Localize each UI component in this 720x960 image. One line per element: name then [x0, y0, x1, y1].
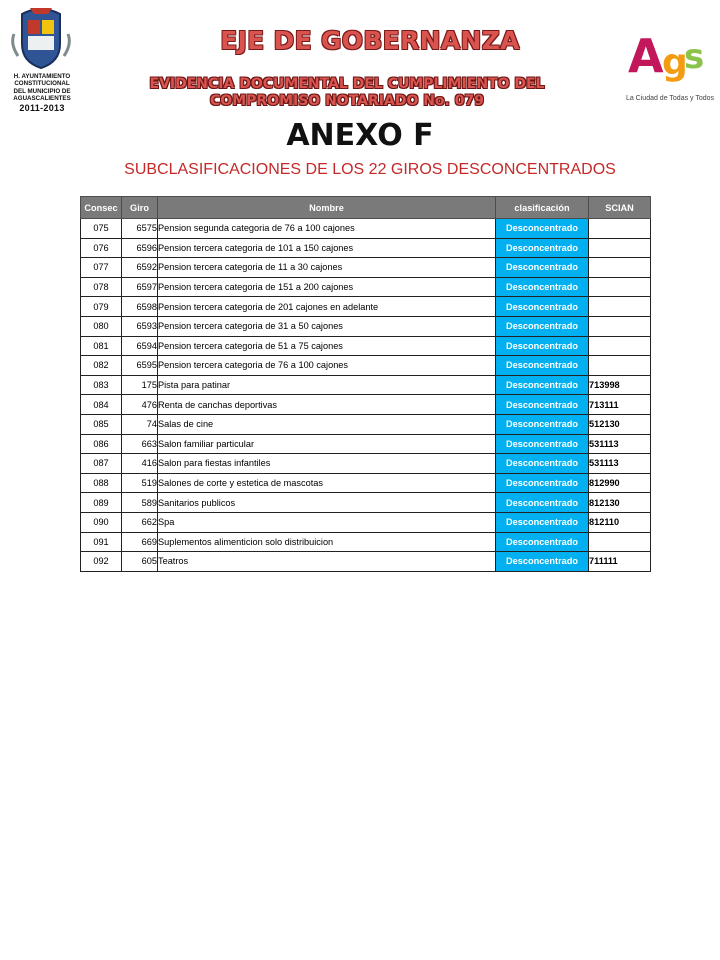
- cell-nombre: Salon familiar particular: [158, 434, 496, 454]
- cell-giro: 175: [122, 375, 158, 395]
- cell-giro: 6596: [122, 238, 158, 258]
- table-row: [81, 297, 651, 317]
- caption-line: CONSTITUCIONAL: [14, 80, 70, 88]
- cell-clasificacion: Desconcentrado: [496, 512, 589, 532]
- cell-clasificacion: Desconcentrado: [496, 238, 589, 258]
- cell-giro: 6594: [122, 336, 158, 356]
- subtitle: SUBCLASIFICACIONES DE LOS 22 GIROS DESCONCENTRADOS: [124, 161, 616, 178]
- cell-scian: [589, 238, 651, 258]
- cell-nombre: Suplementos alimenticion solo distribuicion: [158, 532, 496, 552]
- cell-clasificacion: Desconcentrado: [496, 277, 589, 297]
- col-header-consec: Consec: [81, 197, 122, 219]
- evidence-line-1: EVIDENCIA DOCUMENTAL DEL CUMPLIMIENTO DEL: [149, 76, 545, 92]
- cell-consec: 084: [81, 395, 122, 415]
- cell-giro: 6592: [122, 258, 158, 278]
- cell-consec: 088: [81, 473, 122, 493]
- table-row: [81, 493, 651, 513]
- cell-giro: 416: [122, 454, 158, 474]
- cell-giro: 476: [122, 395, 158, 415]
- cell-nombre: Renta de canchas deportivas: [158, 395, 496, 415]
- col-header-scian: SCIAN: [589, 197, 651, 219]
- cell-nombre: Pension segunda categoria de 76 a 100 cajones: [158, 219, 496, 239]
- table-row: [81, 316, 651, 336]
- caption-years: 2011-2013: [19, 102, 65, 113]
- table-row: [81, 395, 651, 415]
- cell-clasificacion: Desconcentrado: [496, 552, 589, 572]
- cell-nombre: Salas de cine: [158, 414, 496, 434]
- cell-scian: [589, 336, 651, 356]
- cell-consec: 075: [81, 219, 122, 239]
- brand-tagline: La Ciudad de Todas y Todos: [625, 95, 715, 102]
- municipal-coat-of-arms-logo: [8, 4, 74, 70]
- cell-nombre: Pension tercera categoria de 101 a 150 cajones: [158, 238, 496, 258]
- col-header-nombre: Nombre: [158, 197, 496, 219]
- cell-consec: 092: [81, 552, 122, 572]
- cell-scian: 713111: [589, 395, 651, 415]
- cell-giro: 663: [122, 434, 158, 454]
- cell-consec: 085: [81, 414, 122, 434]
- cell-nombre: Spa: [158, 512, 496, 532]
- cell-nombre: Pension tercera categoria de 11 a 30 cajones: [158, 258, 496, 278]
- cell-nombre: Pension tercera categoria de 51 a 75 cajones: [158, 336, 496, 356]
- cell-consec: 089: [81, 493, 122, 513]
- table-row: [81, 219, 651, 239]
- cell-consec: 091: [81, 532, 122, 552]
- cell-consec: 076: [81, 238, 122, 258]
- cell-giro: 6595: [122, 356, 158, 376]
- cell-nombre: Pension tercera categoria de 31 a 50 cajones: [158, 316, 496, 336]
- cell-nombre: Teatros: [158, 552, 496, 572]
- cell-nombre: Pension tercera categoria de 151 a 200 cajones: [158, 277, 496, 297]
- cell-scian: [589, 219, 651, 239]
- svg-text:s: s: [684, 37, 705, 77]
- cell-scian: [589, 316, 651, 336]
- cell-clasificacion: Desconcentrado: [496, 258, 589, 278]
- cell-nombre: Pension tercera categoria de 201 cajones en adelante: [158, 297, 496, 317]
- cell-scian: 531113: [589, 454, 651, 474]
- cell-consec: 081: [81, 336, 122, 356]
- cell-clasificacion: Desconcentrado: [496, 473, 589, 493]
- caption-line: DEL MUNICIPIO DE: [13, 87, 71, 95]
- cell-consec: 087: [81, 454, 122, 474]
- table-row: [81, 356, 651, 376]
- cell-consec: 080: [81, 316, 122, 336]
- cell-scian: 812130: [589, 493, 651, 513]
- cell-nombre: Salon para fiestas infantiles: [158, 454, 496, 474]
- table-row: [81, 454, 651, 474]
- cell-consec: 083: [81, 375, 122, 395]
- cell-scian: [589, 532, 651, 552]
- table-header-row: [81, 197, 651, 219]
- cell-giro: 6593: [122, 316, 158, 336]
- table-row: [81, 434, 651, 454]
- table-row: [81, 336, 651, 356]
- cell-scian: [589, 277, 651, 297]
- evidence-line-2: COMPROMISO NOTARIADO No. 079: [210, 93, 484, 109]
- cell-giro: 519: [122, 473, 158, 493]
- cell-giro: 74: [122, 414, 158, 434]
- cell-clasificacion: Desconcentrado: [496, 219, 589, 239]
- cell-scian: 713998: [589, 375, 651, 395]
- cell-clasificacion: Desconcentrado: [496, 356, 589, 376]
- table-row: [81, 414, 651, 434]
- cell-consec: 079: [81, 297, 122, 317]
- evidence-heading: [118, 76, 576, 110]
- col-header-giro: Giro: [122, 197, 158, 219]
- cell-clasificacion: Desconcentrado: [496, 493, 589, 513]
- cell-scian: 812990: [589, 473, 651, 493]
- annex-heading: ANEXO F: [286, 118, 434, 153]
- ags-brand-logo: [628, 22, 708, 88]
- caption-line: H. AYUNTAMIENTO: [13, 73, 71, 80]
- svg-text:g: g: [662, 42, 688, 83]
- cell-scian: [589, 258, 651, 278]
- table-row: [81, 277, 651, 297]
- cell-nombre: Pension tercera categoria de 76 a 100 cajones: [158, 356, 496, 376]
- cell-clasificacion: Desconcentrado: [496, 297, 589, 317]
- table-row: [81, 238, 651, 258]
- cell-scian: 531113: [589, 434, 651, 454]
- table-row: [81, 375, 651, 395]
- svg-text:A: A: [628, 29, 664, 83]
- municipality-caption: [0, 73, 84, 114]
- giros-table: [80, 196, 651, 572]
- cell-consec: 082: [81, 356, 122, 376]
- cell-clasificacion: Desconcentrado: [496, 395, 589, 415]
- cell-clasificacion: Desconcentrado: [496, 336, 589, 356]
- cell-giro: 589: [122, 493, 158, 513]
- table-row: [81, 473, 651, 493]
- cell-scian: 812110: [589, 512, 651, 532]
- table-row: [81, 512, 651, 532]
- cell-scian: [589, 356, 651, 376]
- table-row: [81, 258, 651, 278]
- cell-giro: 6598: [122, 297, 158, 317]
- cell-clasificacion: Desconcentrado: [496, 375, 589, 395]
- cell-nombre: Salones de corte y estetica de mascotas: [158, 473, 496, 493]
- cell-consec: 078: [81, 277, 122, 297]
- cell-consec: 086: [81, 434, 122, 454]
- cell-scian: [589, 297, 651, 317]
- cell-clasificacion: Desconcentrado: [496, 434, 589, 454]
- cell-giro: 669: [122, 532, 158, 552]
- page-title: EJE DE GOBERNANZA: [220, 26, 520, 55]
- table-row: [81, 532, 651, 552]
- cell-nombre: Pista para patinar: [158, 375, 496, 395]
- cell-scian: 711111: [589, 552, 651, 572]
- cell-nombre: Sanitarios publicos: [158, 493, 496, 513]
- cell-clasificacion: Desconcentrado: [496, 414, 589, 434]
- col-header-clasificacion: clasificación: [496, 197, 589, 219]
- cell-scian: 512130: [589, 414, 651, 434]
- cell-consec: 077: [81, 258, 122, 278]
- cell-clasificacion: Desconcentrado: [496, 532, 589, 552]
- cell-giro: 6597: [122, 277, 158, 297]
- cell-giro: 6575: [122, 219, 158, 239]
- cell-giro: 605: [122, 552, 158, 572]
- caption-line: AGUASCALIENTES: [13, 95, 71, 103]
- table-row: [81, 552, 651, 572]
- cell-clasificacion: Desconcentrado: [496, 316, 589, 336]
- cell-giro: 662: [122, 512, 158, 532]
- cell-consec: 090: [81, 512, 122, 532]
- cell-clasificacion: Desconcentrado: [496, 454, 589, 474]
